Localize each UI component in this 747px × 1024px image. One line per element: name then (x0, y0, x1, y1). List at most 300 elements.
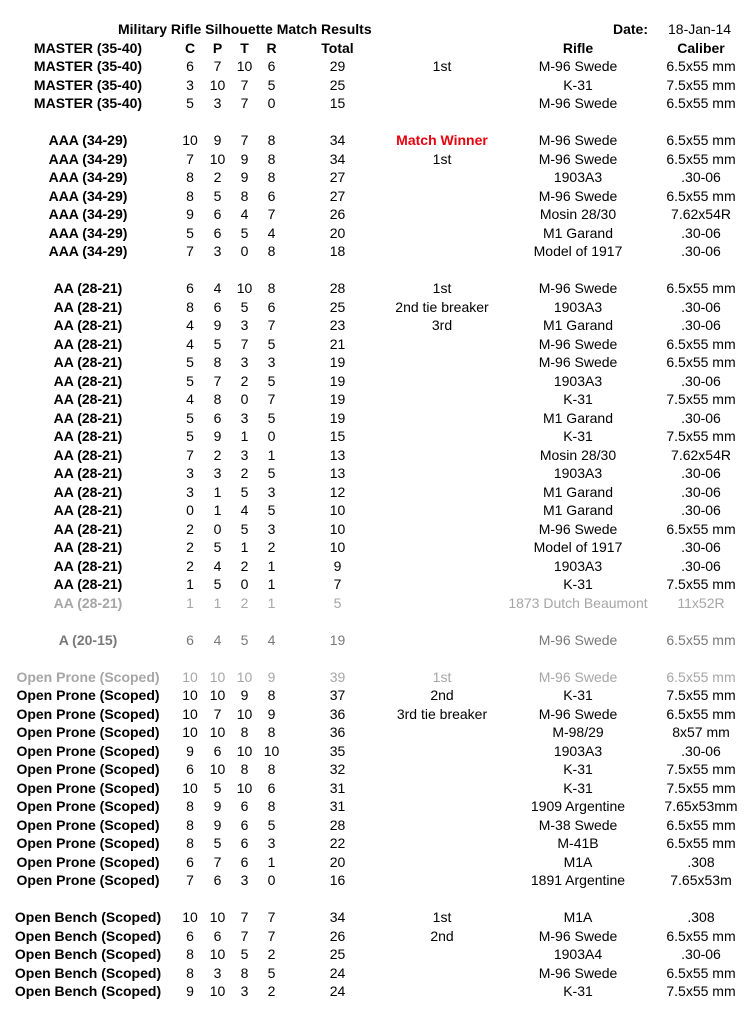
rifle-cell: 1903A3 (553, 372, 603, 389)
class-cell: AAA (34-29) (48, 169, 128, 185)
score-c-cell: 10 (182, 132, 198, 148)
score-p-cell: 2 (213, 169, 222, 185)
rifle-cell: M-96 Swede (538, 705, 618, 722)
rifle-cell: M-96 Swede (538, 631, 618, 648)
place-cell (390, 372, 494, 391)
total-cell: 19 (329, 409, 346, 426)
caliber-cell: 8x57 mm (672, 724, 730, 740)
place-cell (390, 483, 494, 502)
score-r-cell: 8 (267, 150, 276, 167)
rifle-cell: M-98/29 (552, 724, 604, 740)
total-cell: 19 (329, 391, 346, 407)
date-value: 18-Jan-14 (668, 21, 732, 37)
rifle-cell: Mosin 28/30 (539, 206, 617, 222)
score-t-cell: 3 (240, 409, 249, 426)
score-t-cell: 5 (240, 298, 249, 315)
table-row (0, 501, 747, 520)
table-row (0, 945, 747, 964)
score-p-cell: 6 (213, 927, 222, 944)
score-c-cell: 8 (186, 169, 194, 185)
class-cell: A (20-15) (58, 631, 118, 648)
rifle-cell: M-96 Swede (538, 964, 618, 981)
place-cell (390, 594, 494, 613)
score-c-cell: 5 (186, 428, 194, 444)
score-c-cell: 7 (186, 872, 194, 888)
total-cell: 35 (329, 742, 346, 759)
rifle-cell: Model of 1917 (533, 539, 623, 555)
score-r-cell: 6 (267, 187, 276, 204)
score-p-cell: 6 (213, 742, 222, 759)
total-cell: 20 (329, 853, 346, 870)
class-cell: AA (28-21) (53, 483, 123, 500)
class-cell: AA (28-21) (53, 539, 123, 555)
class-cell: Open Prone (Scoped) (16, 835, 160, 851)
place-cell (390, 871, 494, 890)
score-p-cell: 7 (213, 705, 222, 722)
score-t-cell: 10 (236, 280, 253, 296)
score-p-cell: 6 (213, 224, 222, 241)
score-r-cell: 1 (267, 446, 276, 463)
score-r-cell: 2 (267, 983, 276, 999)
score-c-cell: 1 (186, 594, 194, 611)
total-cell: 37 (329, 687, 346, 703)
rifle-cell: 1903A3 (553, 465, 603, 481)
rifle-cell: 1873 Dutch Beaumont (508, 594, 648, 611)
place-cell (390, 242, 494, 261)
score-p-cell: 6 (213, 206, 222, 222)
rifle-cell: M-96 Swede (538, 927, 618, 944)
table-row (0, 372, 747, 391)
total-cell: 15 (329, 428, 346, 444)
score-c-cell: 5 (186, 372, 194, 389)
score-p-cell: 10 (209, 76, 226, 93)
rifle-cell: M1 Garand (542, 224, 614, 241)
score-c-cell: 8 (186, 187, 194, 204)
caliber-cell: .30-06 (681, 409, 721, 426)
rifle-cell: M-96 Swede (538, 335, 618, 352)
score-r-cell: 5 (267, 372, 276, 389)
place-cell: 1st (432, 150, 452, 167)
table-row (0, 871, 747, 890)
table-row (0, 168, 747, 187)
score-r-cell: 2 (267, 946, 276, 962)
score-t-cell: 7 (240, 909, 249, 925)
score-t-cell: 1 (240, 539, 249, 555)
total-cell: 9 (333, 557, 342, 574)
table-row (0, 427, 747, 446)
score-t-cell: 7 (240, 927, 249, 944)
table-row (0, 353, 747, 372)
table-row (0, 723, 747, 742)
rifle-cell: M-96 Swede (538, 520, 618, 537)
score-r-cell: 4 (267, 631, 276, 648)
score-t-cell: 8 (240, 724, 249, 740)
rifle-cell: M-96 Swede (538, 280, 618, 296)
rifle-cell: M1 Garand (542, 483, 614, 500)
class-cell: AAA (34-29) (48, 187, 128, 204)
score-r-cell: 8 (267, 132, 276, 148)
caliber-cell: 7.62x54R (671, 206, 731, 222)
score-p-cell: 9 (213, 317, 222, 333)
caliber-cell: 6.5x55 mm (666, 520, 736, 537)
total-cell: 20 (329, 224, 346, 241)
rifle-cell: M-96 Swede (538, 132, 618, 148)
caliber-cell: 7.65x53mm (664, 798, 738, 814)
score-r-cell: 8 (267, 724, 276, 740)
score-p-cell: 10 (209, 668, 226, 685)
score-c-cell: 8 (186, 798, 194, 814)
score-r-cell: 7 (267, 317, 276, 333)
place-cell: 3rd tie breaker (396, 705, 488, 722)
total-cell: 28 (329, 280, 346, 296)
table-row (0, 483, 747, 502)
score-p-cell: 7 (213, 853, 222, 870)
class-cell: AA (28-21) (53, 391, 123, 407)
score-r-cell: 6 (267, 298, 276, 315)
total-cell: 25 (329, 76, 346, 93)
table-row (0, 316, 747, 335)
score-t-cell: 6 (240, 835, 249, 851)
score-c-cell: 6 (186, 761, 194, 777)
total-cell: 31 (329, 779, 346, 796)
class-cell: Open Bench (Scoped) (14, 927, 162, 944)
caliber-cell: 6.5x55 mm (666, 705, 736, 722)
header-r-cell: R (266, 39, 277, 56)
score-c-cell: 4 (186, 391, 194, 407)
score-c-cell: 0 (186, 502, 194, 518)
place-cell (390, 224, 494, 243)
header-c-cell: C (184, 39, 196, 56)
score-t-cell: 7 (240, 95, 249, 111)
place-cell: 1st (432, 58, 452, 74)
table-row (0, 908, 747, 927)
score-r-cell: 8 (267, 761, 276, 777)
place-cell (390, 779, 494, 798)
class-cell: Open Prone (Scoped) (16, 872, 160, 888)
class-cell: MASTER (35-40) (33, 76, 143, 93)
place-cell (390, 557, 494, 576)
place-cell (390, 168, 494, 187)
total-cell: 23 (329, 317, 346, 333)
score-r-cell: 8 (267, 798, 276, 814)
total-cell: 18 (329, 243, 346, 259)
score-p-cell: 4 (213, 557, 222, 574)
place-cell (390, 205, 494, 224)
class-cell: AA (28-21) (53, 520, 123, 537)
score-t-cell: 10 (236, 705, 253, 722)
score-r-cell: 8 (267, 687, 276, 703)
score-t-cell: 10 (236, 779, 253, 796)
score-t-cell: 8 (240, 187, 249, 204)
score-c-cell: 5 (186, 224, 194, 241)
date-label: Date: (613, 21, 649, 37)
header-p-cell: P (212, 39, 223, 56)
place-cell (390, 501, 494, 520)
score-p-cell: 5 (213, 187, 222, 204)
caliber-cell: .30-06 (681, 502, 721, 518)
caliber-cell: 6.5x55 mm (666, 95, 736, 111)
rifle-cell: 1903A3 (553, 557, 603, 574)
total-cell: 13 (329, 465, 346, 481)
rifle-cell: K-31 (563, 428, 593, 444)
caliber-cell: .30-06 (681, 465, 721, 481)
score-c-cell: 5 (186, 354, 194, 370)
rifle-cell: M1 Garand (542, 317, 614, 333)
score-c-cell: 4 (186, 317, 194, 333)
total-cell: 10 (329, 520, 346, 537)
header-rifle-cell: Rifle (562, 39, 594, 56)
caliber-cell: .30-06 (681, 243, 721, 259)
place-cell (390, 187, 494, 206)
table-row (0, 834, 747, 853)
rifle-cell: M1A (563, 853, 593, 870)
table-row (0, 575, 747, 594)
table-row (0, 205, 747, 224)
score-r-cell: 1 (267, 853, 276, 870)
score-r-cell: 7 (267, 909, 276, 925)
score-p-cell: 5 (213, 539, 222, 555)
total-cell: 24 (329, 964, 346, 981)
score-p-cell: 9 (213, 798, 222, 814)
place-cell (390, 575, 494, 594)
caliber-cell: 6.5x55 mm (666, 927, 736, 944)
score-r-cell: 7 (267, 206, 276, 222)
header-t-cell: T (240, 39, 249, 56)
score-r-cell: 5 (267, 409, 276, 426)
score-c-cell: 3 (186, 483, 194, 500)
caliber-cell: 7.5x55 mm (666, 576, 736, 592)
caliber-cell: 7.5x55 mm (666, 76, 736, 93)
table-body (0, 57, 747, 1001)
score-c-cell: 9 (186, 206, 194, 222)
score-t-cell: 2 (240, 372, 249, 389)
score-p-cell: 2 (213, 446, 222, 463)
place-cell (390, 631, 494, 650)
caliber-cell: .30-06 (681, 298, 721, 315)
table-row (0, 742, 747, 761)
table-row (0, 224, 747, 243)
total-cell: 36 (329, 724, 346, 740)
total-cell: 22 (329, 835, 346, 851)
score-p-cell: 8 (213, 354, 222, 370)
caliber-cell: 6.5x55 mm (666, 354, 736, 370)
score-p-cell: 6 (213, 409, 222, 426)
place-cell: 1st (432, 909, 452, 925)
score-p-cell: 3 (213, 243, 222, 259)
rifle-cell: K-31 (563, 761, 593, 777)
total-cell: 32 (329, 761, 346, 777)
score-r-cell: 3 (267, 354, 276, 370)
score-p-cell: 9 (213, 132, 222, 148)
score-p-cell: 8 (213, 391, 222, 407)
score-c-cell: 1 (186, 576, 194, 592)
total-cell: 27 (329, 169, 346, 185)
class-cell: AAA (34-29) (48, 224, 128, 241)
class-cell: Open Bench (Scoped) (14, 983, 162, 999)
score-p-cell: 3 (213, 465, 222, 481)
caliber-cell: 6.5x55 mm (666, 964, 736, 981)
score-t-cell: 3 (240, 872, 249, 888)
header-caliber-cell: Caliber (677, 39, 725, 56)
class-cell: AA (28-21) (53, 298, 123, 315)
table-row (0, 557, 747, 576)
score-p-cell: 10 (209, 724, 226, 740)
class-cell: AA (28-21) (53, 465, 123, 481)
score-t-cell: 0 (240, 243, 249, 259)
place-cell (390, 538, 494, 557)
table-row (0, 335, 747, 354)
table-row (0, 982, 747, 1001)
table-row (0, 298, 747, 317)
score-t-cell: 9 (240, 169, 249, 185)
score-c-cell: 7 (186, 150, 194, 167)
table-row (0, 390, 747, 409)
place-cell (390, 446, 494, 465)
score-c-cell: 8 (186, 298, 194, 315)
total-cell: 21 (329, 335, 346, 352)
place-cell (390, 335, 494, 354)
score-c-cell: 8 (186, 946, 194, 962)
caliber-cell: .30-06 (681, 742, 721, 759)
rifle-cell: K-31 (563, 391, 593, 407)
total-cell: 29 (329, 58, 346, 74)
score-c-cell: 7 (186, 243, 194, 259)
class-cell: AAA (34-29) (48, 132, 128, 148)
caliber-cell: 6.5x55 mm (666, 835, 736, 851)
section-spacer (0, 612, 747, 631)
score-c-cell: 6 (186, 58, 194, 74)
score-r-cell: 0 (267, 872, 276, 888)
rifle-cell: M-96 Swede (538, 58, 618, 74)
score-p-cell: 10 (209, 909, 226, 925)
table-row (0, 446, 747, 465)
class-cell: Open Prone (Scoped) (16, 724, 160, 740)
score-c-cell: 9 (186, 742, 194, 759)
caliber-cell: 6.5x55 mm (666, 187, 736, 204)
score-r-cell: 3 (267, 520, 276, 537)
score-p-cell: 5 (213, 335, 222, 352)
rifle-cell: Model of 1917 (533, 243, 623, 259)
header-class-cell: MASTER (35-40) (33, 39, 143, 56)
score-r-cell: 5 (267, 502, 276, 518)
class-cell: MASTER (35-40) (33, 95, 143, 111)
table-row (0, 816, 747, 835)
score-t-cell: 3 (240, 354, 249, 370)
class-cell: AA (28-21) (53, 594, 123, 611)
caliber-cell: 7.5x55 mm (666, 761, 736, 777)
caliber-cell: .308 (687, 909, 715, 925)
rifle-cell: 1903A4 (553, 946, 603, 962)
score-r-cell: 5 (267, 76, 276, 93)
score-c-cell: 8 (186, 816, 194, 833)
rifle-cell: M1 Garand (542, 409, 614, 426)
score-t-cell: 5 (240, 520, 249, 537)
class-cell: Open Prone (Scoped) (16, 779, 160, 796)
place-cell (390, 427, 494, 446)
score-c-cell: 6 (186, 280, 194, 296)
class-cell: Open Prone (Scoped) (16, 687, 160, 703)
class-cell: AA (28-21) (53, 576, 123, 592)
place-cell (390, 390, 494, 409)
score-r-cell: 10 (263, 742, 280, 759)
header-total-cell: Total (321, 39, 354, 56)
score-c-cell: 10 (182, 779, 198, 796)
total-cell: 25 (329, 298, 346, 315)
section-spacer (0, 261, 747, 280)
score-p-cell: 3 (213, 964, 222, 981)
table-row (0, 594, 747, 613)
place-cell (390, 760, 494, 779)
total-cell: 36 (329, 705, 346, 722)
place-cell (390, 834, 494, 853)
score-t-cell: 1 (240, 428, 249, 444)
rifle-cell: K-31 (563, 687, 593, 703)
place-cell (390, 742, 494, 761)
score-c-cell: 3 (186, 465, 194, 481)
score-c-cell: 8 (186, 835, 194, 851)
score-t-cell: 4 (240, 206, 249, 222)
total-cell: 25 (329, 946, 346, 962)
table-row (0, 668, 747, 687)
score-p-cell: 6 (213, 872, 222, 888)
class-cell: AA (28-21) (53, 317, 123, 333)
score-c-cell: 4 (186, 335, 194, 352)
total-cell: 10 (329, 502, 346, 518)
place-cell: 1st (432, 668, 452, 685)
score-t-cell: 6 (240, 853, 249, 870)
caliber-cell: 7.5x55 mm (666, 687, 736, 703)
table-row (0, 279, 747, 298)
table-row (0, 779, 747, 798)
total-cell: 7 (333, 576, 342, 592)
place-cell (390, 76, 494, 95)
total-cell: 34 (329, 132, 346, 148)
score-t-cell: 2 (240, 465, 249, 481)
score-t-cell: 10 (236, 742, 253, 759)
score-p-cell: 7 (213, 58, 222, 74)
score-r-cell: 1 (267, 557, 276, 574)
table-row (0, 705, 747, 724)
class-cell: AA (28-21) (53, 372, 123, 389)
score-r-cell: 4 (267, 224, 276, 241)
score-r-cell: 7 (267, 391, 276, 407)
rifle-cell: 1909 Argentine (530, 798, 626, 814)
caliber-cell: .30-06 (681, 483, 721, 500)
place-cell (390, 982, 494, 1001)
rifle-cell: M-96 Swede (538, 187, 618, 204)
score-r-cell: 7 (267, 927, 276, 944)
caliber-cell: 7.65x53m (670, 872, 732, 888)
score-t-cell: 0 (240, 576, 249, 592)
score-p-cell: 4 (213, 280, 222, 296)
score-t-cell: 8 (240, 761, 249, 777)
place-cell: 2nd tie breaker (395, 298, 489, 315)
table-row (0, 94, 747, 113)
place-cell: 2nd (430, 687, 454, 703)
place-cell (390, 964, 494, 983)
rifle-cell: M-96 Swede (538, 95, 618, 111)
table-row (0, 853, 747, 872)
page-title: Military Rifle Silhouette Match Results (118, 21, 372, 37)
place-cell: Match Winner (396, 132, 488, 148)
score-c-cell: 2 (186, 557, 194, 574)
class-cell: Open Prone (Scoped) (16, 742, 160, 759)
total-cell: 5 (333, 594, 342, 611)
score-r-cell: 1 (267, 576, 276, 592)
place-cell: 3rd (431, 317, 453, 333)
score-r-cell: 1 (267, 594, 276, 611)
place-cell: 2nd (430, 927, 454, 944)
